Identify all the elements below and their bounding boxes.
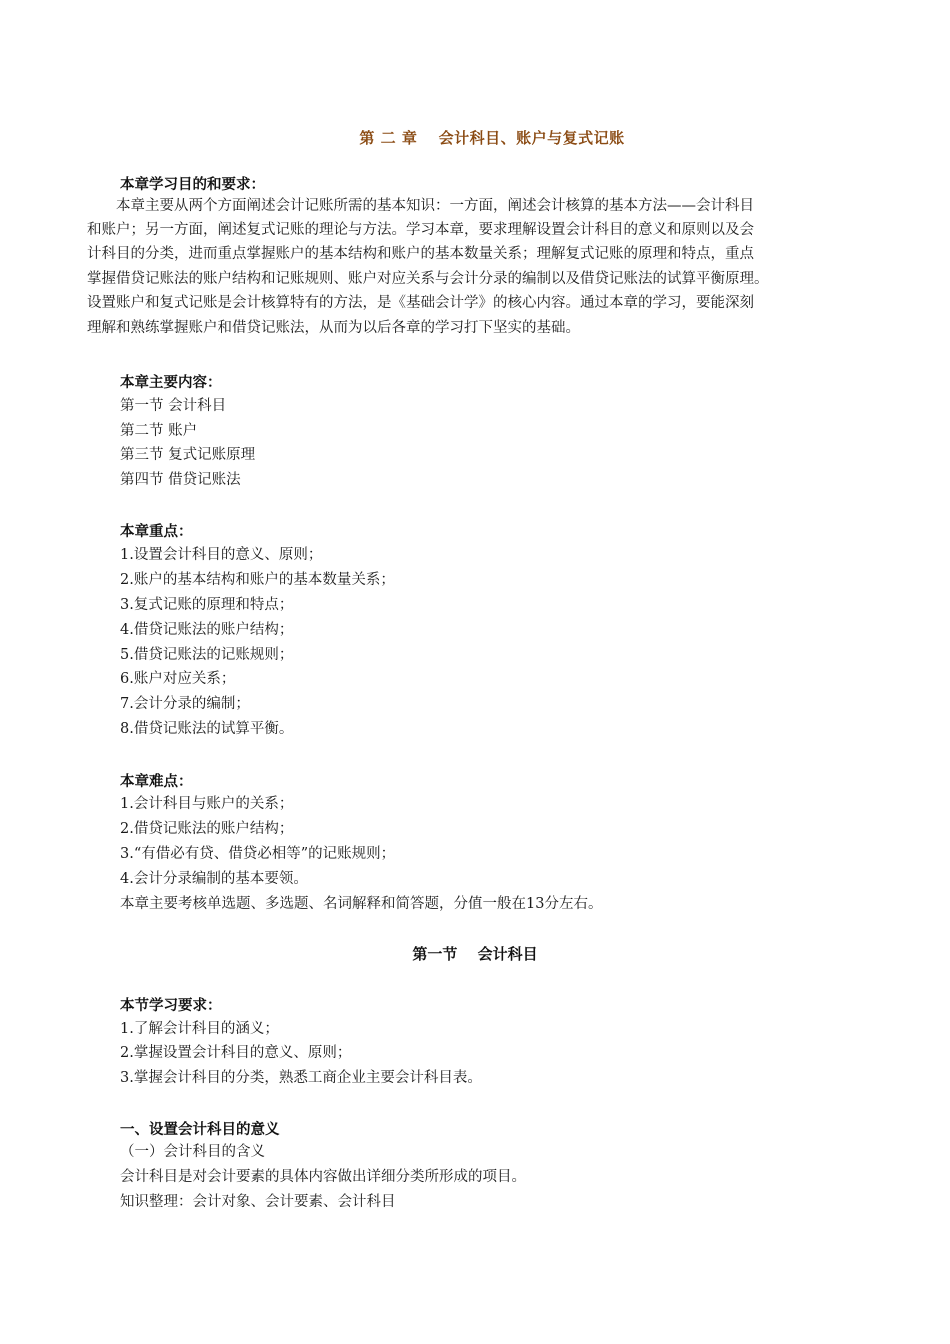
objectives-line: 计科目的分类，进而重点掌握账户的基本结构和账户的基本数量关系；理解复式记账的原理和特点，重点 xyxy=(87,246,754,262)
objectives-heading: 本章学习目的和要求： xyxy=(120,177,265,193)
key-point-item: 4.借贷记账法的账户结构； xyxy=(120,622,294,638)
subsection-heading: 一、设置会计科目的意义 xyxy=(120,1122,280,1138)
section-requirement-item: 1.了解会计科目的涵义； xyxy=(120,1021,279,1037)
difficulty-item: 1.会计科目与账户的关系； xyxy=(120,796,294,812)
key-point-item: 1.设置会计科目的意义、原则； xyxy=(120,547,323,563)
contents-item: 第四节 借贷记账法 xyxy=(120,472,241,488)
section-requirement-item: 2.掌握设置会计科目的意义、原则； xyxy=(120,1045,352,1061)
key-point-item: 5.借贷记账法的记账规则； xyxy=(120,647,294,663)
difficulty-item: 2.借贷记账法的账户结构； xyxy=(120,821,294,837)
key-point-item: 8.借贷记账法的试算平衡。 xyxy=(120,721,294,737)
subsection-line: （一）会计科目的含义 xyxy=(120,1144,265,1160)
subsection-line: 会计科目是对会计要素的具体内容做出详细分类所形成的项目。 xyxy=(120,1169,526,1185)
difficulty-item: 3.“有借必有贷、借贷必相等”的记账规则； xyxy=(120,846,396,862)
key-points-heading: 本章重点： xyxy=(120,524,193,540)
contents-heading: 本章主要内容： xyxy=(120,375,222,391)
contents-item: 第二节 账户 xyxy=(120,423,198,439)
exam-note: 本章主要考核单选题、多选题、名词解释和简答题，分值一般在13分左右。 xyxy=(120,896,603,912)
key-point-item: 7.会计分录的编制； xyxy=(120,696,250,712)
objectives-line: 理解和熟练掌握账户和借贷记账法，从而为以后各章的学习打下坚实的基础。 xyxy=(87,320,580,336)
section-requirements-heading: 本节学习要求： xyxy=(120,998,222,1014)
objectives-line: 本章主要从两个方面阐述会计记账所需的基本知识：一方面，阐述会计核算的基本方法——会计科目 xyxy=(87,198,754,214)
section-title: 第一节 会计科目 xyxy=(412,945,538,963)
contents-item: 第一节 会计科目 xyxy=(120,398,227,414)
objectives-line: 设置账户和复式记账是会计核算特有的方法，是《基础会计学》的核心内容。通过本章的学习，要能深刻 xyxy=(87,295,754,311)
key-point-item: 2.账户的基本结构和账户的基本数量关系； xyxy=(120,572,395,588)
difficulties-heading: 本章难点： xyxy=(120,774,193,790)
objectives-line: 掌握借贷记账法的账户结构和记账规则、账户对应关系与会计分录的编制以及借贷记账法的试算平衡原理。 xyxy=(87,271,769,287)
key-point-item: 3.复式记账的原理和特点； xyxy=(120,597,294,613)
section-requirement-item: 3.掌握会计科目的分类，熟悉工商企业主要会计科目表。 xyxy=(120,1070,482,1086)
key-point-item: 6.账户对应关系； xyxy=(120,671,236,687)
chapter-title: 第 二 章 会计科目、账户与复式记账 xyxy=(359,129,625,147)
subsection-line: 知识整理：会计对象、会计要素、会计科目 xyxy=(120,1194,396,1210)
contents-item: 第三节 复式记账原理 xyxy=(120,447,256,463)
objectives-line: 和账户；另一方面，阐述复式记账的理论与方法。学习本章，要求理解设置会计科目的意义和原则以及会 xyxy=(87,222,754,238)
difficulty-item: 4.会计分录编制的基本要领。 xyxy=(120,871,308,887)
